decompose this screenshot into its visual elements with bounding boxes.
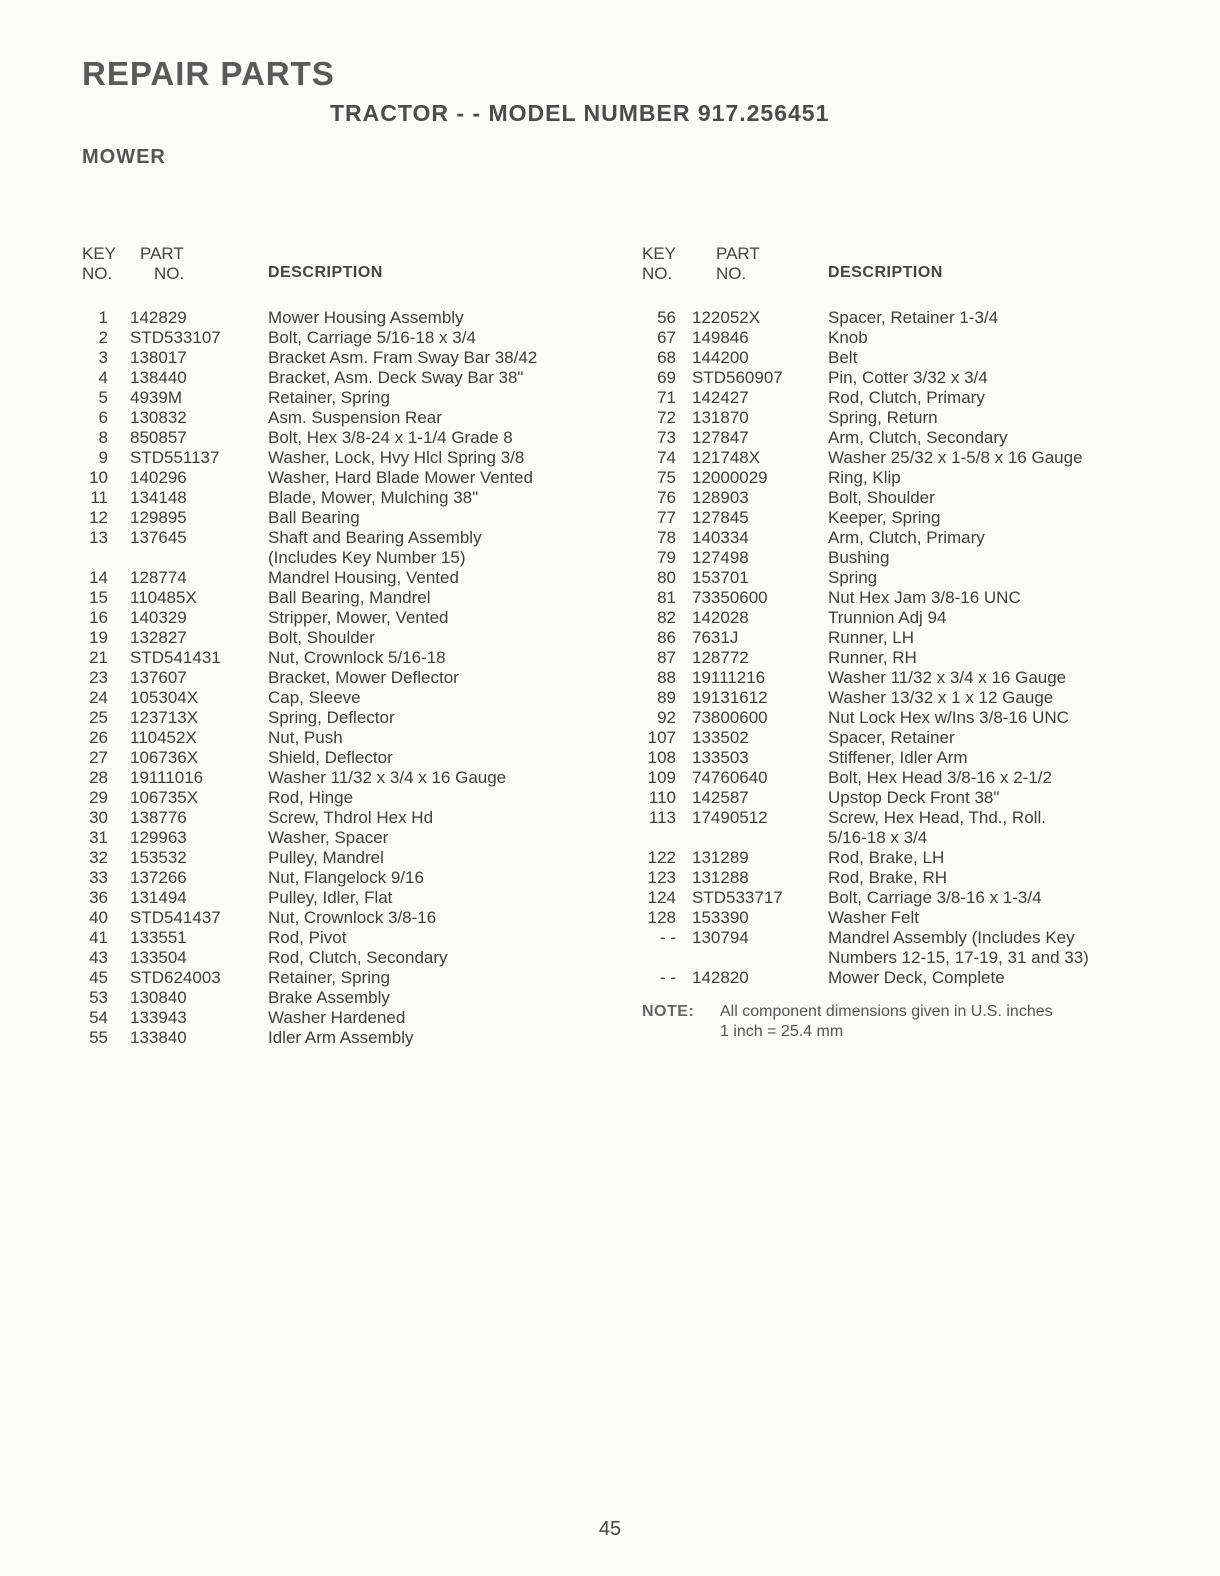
part-number: 132827 bbox=[130, 628, 187, 647]
key-number: 8 bbox=[98, 428, 108, 447]
part-number: 133503 bbox=[692, 748, 749, 767]
key-number: 5 bbox=[98, 388, 108, 407]
part-number: 129963 bbox=[130, 828, 187, 847]
key-number: 76 bbox=[657, 488, 676, 507]
key-number: 72 bbox=[657, 408, 676, 427]
part-row bbox=[642, 788, 1162, 808]
part-description: Spring, Return bbox=[828, 408, 938, 427]
key-number: 29 bbox=[89, 788, 108, 807]
part-row bbox=[82, 648, 622, 668]
part-row bbox=[82, 688, 622, 708]
part-description: Bracket, Mower Deflector bbox=[268, 668, 459, 687]
key-number: 81 bbox=[657, 588, 676, 607]
part-description: Pulley, Idler, Flat bbox=[268, 888, 393, 907]
page-number: 45 bbox=[598, 1518, 622, 1540]
parts-list-right bbox=[642, 308, 1162, 988]
part-number: 19111016 bbox=[130, 768, 204, 787]
part-number: STD541437 bbox=[130, 908, 221, 927]
part-description: Spring bbox=[828, 568, 878, 587]
key-number: 110 bbox=[648, 788, 676, 807]
part-row bbox=[642, 748, 1162, 768]
part-number: 110452X bbox=[130, 728, 197, 747]
key-number: 82 bbox=[657, 608, 676, 627]
part-description: Pin, Cotter 3/32 x 3/4 bbox=[828, 368, 988, 387]
part-row bbox=[642, 768, 1162, 788]
part-row bbox=[642, 388, 1162, 408]
part-row bbox=[642, 628, 1162, 648]
part-row bbox=[642, 368, 1162, 388]
key-number: 43 bbox=[89, 948, 108, 967]
part-number: STD541431 bbox=[130, 648, 221, 667]
part-row bbox=[82, 708, 622, 728]
part-number: 142829 bbox=[130, 308, 187, 327]
part-description: Rod, Hinge bbox=[268, 788, 354, 807]
part-description: Keeper, Spring bbox=[828, 508, 941, 527]
key-number: 19 bbox=[89, 628, 108, 647]
part-number: 128903 bbox=[692, 488, 749, 507]
part-description: Nut, Crownlock 3/8-16 bbox=[268, 908, 437, 927]
key-number: 13 bbox=[89, 528, 108, 547]
part-description: Washer Felt bbox=[828, 908, 920, 927]
part-row bbox=[642, 708, 1162, 728]
part-row bbox=[82, 768, 622, 788]
part-description: Ball Bearing, Mandrel bbox=[268, 588, 431, 607]
table-header-left bbox=[82, 244, 622, 306]
part-row bbox=[82, 968, 622, 988]
part-row bbox=[642, 608, 1162, 628]
key-number: 11 bbox=[90, 488, 108, 507]
part-description: Bracket, Asm. Deck Sway Bar 38" bbox=[268, 368, 524, 387]
part-number: 138776 bbox=[130, 808, 187, 827]
part-row bbox=[82, 1028, 622, 1048]
part-number: 130840 bbox=[130, 988, 187, 1007]
part-number: 133502 bbox=[692, 728, 749, 747]
part-description: Asm. Suspension Rear bbox=[268, 408, 442, 427]
key-number: 9 bbox=[98, 448, 108, 467]
part-number: 137645 bbox=[130, 528, 187, 547]
part-header-line1: PART bbox=[140, 244, 184, 263]
part-row bbox=[642, 408, 1162, 428]
part-number: 129895 bbox=[130, 508, 187, 527]
part-description: Washer 11/32 x 3/4 x 16 Gauge bbox=[828, 668, 1067, 687]
key-number: 123 bbox=[647, 868, 676, 887]
key-number: 55 bbox=[89, 1028, 108, 1047]
part-description: Knob bbox=[828, 328, 868, 347]
part-row bbox=[642, 648, 1162, 668]
part-row bbox=[642, 808, 1162, 848]
part-number: 153390 bbox=[692, 908, 749, 927]
key-number: 12 bbox=[89, 508, 108, 527]
part-description: Nut Hex Jam 3/8-16 UNC bbox=[828, 588, 1021, 607]
part-row bbox=[82, 668, 622, 688]
part-number: 74760640 bbox=[692, 768, 768, 787]
part-description: Mower Deck, Complete bbox=[828, 968, 1005, 987]
part-description: Retainer, Spring bbox=[268, 388, 390, 407]
part-row bbox=[82, 868, 622, 888]
part-number: 137266 bbox=[130, 868, 187, 887]
part-number: 153701 bbox=[692, 568, 749, 587]
part-number: 850857 bbox=[130, 428, 187, 447]
part-number: 105304X bbox=[130, 688, 199, 707]
key-number: 1 bbox=[98, 308, 108, 327]
part-number: 73800600 bbox=[692, 708, 768, 727]
key-number: 53 bbox=[89, 988, 108, 1007]
key-number: 2 bbox=[98, 328, 108, 347]
part-header-line1: PART bbox=[716, 244, 760, 263]
key-number: 25 bbox=[89, 708, 108, 727]
part-number: 153532 bbox=[130, 848, 187, 867]
part-number: 121748X bbox=[692, 448, 761, 467]
part-row bbox=[82, 348, 622, 368]
key-number: 16 bbox=[89, 608, 108, 627]
key-number: 4 bbox=[98, 368, 108, 387]
part-number: 130832 bbox=[130, 408, 187, 427]
part-number: 134148 bbox=[130, 488, 187, 507]
description-header: DESCRIPTION bbox=[828, 264, 943, 281]
part-row bbox=[82, 908, 622, 928]
part-row bbox=[642, 488, 1162, 508]
part-header-line2: NO. bbox=[154, 264, 185, 283]
key-number: 14 bbox=[89, 568, 108, 587]
part-row bbox=[642, 568, 1162, 588]
part-number: 140334 bbox=[692, 528, 749, 547]
part-description: Ball Bearing bbox=[268, 508, 360, 527]
part-number: 140329 bbox=[130, 608, 187, 627]
part-description: Mandrel Housing, Vented bbox=[268, 568, 459, 587]
part-description: Idler Arm Assembly bbox=[268, 1028, 414, 1047]
part-number: 123713X bbox=[130, 708, 199, 727]
key-number: 31 bbox=[89, 828, 108, 847]
part-row bbox=[82, 628, 622, 648]
part-description: Nut, Crownlock 5/16-18 bbox=[268, 648, 446, 667]
part-row bbox=[642, 668, 1162, 688]
key-number: 54 bbox=[89, 1008, 108, 1027]
part-number: STD624003 bbox=[130, 968, 221, 987]
part-description: Bolt, Shoulder bbox=[828, 488, 935, 507]
parts-table-right bbox=[642, 244, 1162, 988]
part-description: Trunnion Adj 94 bbox=[828, 608, 947, 627]
part-number: 137607 bbox=[130, 668, 187, 687]
key-number: 30 bbox=[89, 808, 108, 827]
part-row bbox=[82, 848, 622, 868]
key-number: 78 bbox=[657, 528, 676, 547]
key-number: - - bbox=[659, 928, 676, 947]
key-number: 107 bbox=[647, 728, 676, 747]
part-number: 73350600 bbox=[692, 588, 768, 607]
part-description: Retainer, Spring bbox=[268, 968, 390, 987]
key-number: 24 bbox=[89, 688, 108, 707]
part-row bbox=[642, 888, 1162, 908]
key-number: 128 bbox=[647, 908, 676, 927]
description-header: DESCRIPTION bbox=[268, 264, 383, 281]
key-number: 10 bbox=[89, 468, 108, 487]
key-number: 73 bbox=[657, 428, 676, 447]
key-number: 41 bbox=[89, 928, 108, 947]
part-number: 106735X bbox=[130, 788, 199, 807]
part-row bbox=[642, 968, 1162, 988]
key-number: 36 bbox=[89, 888, 108, 907]
part-description: Stiffener, Idler Arm bbox=[828, 748, 968, 767]
part-row bbox=[82, 1008, 622, 1028]
part-row bbox=[82, 328, 622, 348]
part-number: 142587 bbox=[692, 788, 749, 807]
part-number: STD533107 bbox=[130, 328, 221, 347]
part-row bbox=[82, 368, 622, 388]
section-title: MOWER bbox=[82, 146, 166, 168]
part-row bbox=[82, 988, 622, 1008]
part-description: Bushing bbox=[828, 548, 890, 567]
part-description: Screw, Thdrol Hex Hd bbox=[268, 808, 434, 827]
part-description: Nut, Push bbox=[268, 728, 343, 747]
part-row bbox=[82, 608, 622, 628]
part-description: Blade, Mower, Mulching 38" bbox=[268, 488, 479, 507]
key-number: 75 bbox=[657, 468, 676, 487]
part-number: 19131612 bbox=[692, 688, 768, 707]
part-number: 131288 bbox=[692, 868, 749, 887]
part-description: Washer 13/32 x 1 x 12 Gauge bbox=[828, 688, 1054, 707]
part-number: 12000029 bbox=[692, 468, 768, 487]
part-number: 140296 bbox=[130, 468, 187, 487]
key-header-line1: KEY bbox=[82, 244, 117, 263]
part-description: Arm, Clutch, Secondary bbox=[828, 428, 1008, 447]
note-text: All component dimensions given in U.S. inches 1 inch = 25.4 mm bbox=[720, 1003, 1053, 1040]
key-number: 74 bbox=[657, 448, 676, 467]
part-description: Washer, Lock, Hvy Hlcl Spring 3/8 bbox=[268, 448, 525, 467]
key-number: 26 bbox=[89, 728, 108, 747]
key-header-line2: NO. bbox=[642, 264, 673, 283]
part-number: 131870 bbox=[692, 408, 749, 427]
key-number: 45 bbox=[89, 968, 108, 987]
parts-list-left bbox=[82, 308, 622, 1048]
part-row bbox=[82, 488, 622, 508]
part-row bbox=[82, 788, 622, 808]
part-description: Spacer, Retainer 1-3/4 bbox=[828, 308, 999, 327]
part-row bbox=[642, 868, 1162, 888]
part-row bbox=[82, 888, 622, 908]
part-description: Rod, Clutch, Secondary bbox=[268, 948, 448, 967]
key-number: - - bbox=[659, 968, 676, 987]
part-row bbox=[82, 748, 622, 768]
part-description: Rod, Clutch, Primary bbox=[828, 388, 985, 407]
part-number: STD551137 bbox=[130, 448, 220, 467]
part-row bbox=[82, 508, 622, 528]
key-number: 21 bbox=[89, 648, 108, 667]
key-number: 27 bbox=[89, 748, 108, 767]
part-number: 142427 bbox=[692, 388, 749, 407]
part-description: Upstop Deck Front 38" bbox=[828, 788, 1000, 807]
part-number: 142820 bbox=[692, 968, 749, 987]
part-row bbox=[82, 308, 622, 328]
key-number: 67 bbox=[657, 328, 676, 347]
key-number: 92 bbox=[657, 708, 676, 727]
note-label: NOTE: bbox=[642, 1003, 695, 1020]
part-description: Spring, Deflector bbox=[268, 708, 395, 727]
part-description: Shield, Deflector bbox=[268, 748, 393, 767]
key-number: 3 bbox=[98, 348, 108, 367]
part-description: Screw, Hex Head, Thd., Roll. 5/16-18 x 3/4 bbox=[828, 808, 1046, 847]
part-row bbox=[82, 528, 622, 568]
part-row bbox=[642, 428, 1162, 448]
part-description: Rod, Brake, RH bbox=[828, 868, 948, 887]
key-number: 86 bbox=[657, 628, 676, 647]
key-number: 87 bbox=[657, 648, 676, 667]
part-header-line2: NO. bbox=[716, 264, 747, 283]
part-row bbox=[82, 588, 622, 608]
key-number: 6 bbox=[98, 408, 108, 427]
part-description: Shaft and Bearing Assembly (Includes Key Number 15) bbox=[268, 528, 482, 567]
part-row bbox=[642, 688, 1162, 708]
key-number: 108 bbox=[647, 748, 676, 767]
part-number: 110485X bbox=[130, 588, 197, 607]
part-number: 133551 bbox=[130, 928, 187, 947]
key-number: 77 bbox=[657, 508, 676, 527]
part-description: Washer 25/32 x 1-5/8 x 16 Gauge bbox=[828, 448, 1083, 467]
part-description: Belt bbox=[828, 348, 858, 367]
part-number: 149846 bbox=[692, 328, 749, 347]
part-number: 106736X bbox=[130, 748, 199, 767]
part-row bbox=[82, 388, 622, 408]
part-number: 133504 bbox=[130, 948, 187, 967]
part-description: Bracket Asm. Fram Sway Bar 38/42 bbox=[268, 348, 538, 367]
part-number: 138440 bbox=[130, 368, 187, 387]
key-number: 88 bbox=[657, 668, 676, 687]
part-number: 127847 bbox=[692, 428, 749, 447]
part-number: 122052X bbox=[692, 308, 761, 327]
part-description: Runner, LH bbox=[828, 628, 914, 647]
key-number: 113 bbox=[648, 808, 676, 827]
key-number: 109 bbox=[647, 768, 676, 787]
part-number: 17490512 bbox=[692, 808, 768, 827]
part-description: Bolt, Hex 3/8-24 x 1-1/4 Grade 8 bbox=[268, 428, 513, 447]
part-row bbox=[642, 468, 1162, 488]
part-description: Bolt, Hex Head 3/8-16 x 2-1/2 bbox=[828, 768, 1052, 787]
part-number: 131494 bbox=[130, 888, 187, 907]
key-number: 89 bbox=[657, 688, 676, 707]
part-description: Spacer, Retainer bbox=[828, 728, 955, 747]
part-row bbox=[82, 468, 622, 488]
part-number: 138017 bbox=[130, 348, 187, 367]
part-row bbox=[642, 328, 1162, 348]
model-title: TRACTOR - - MODEL NUMBER 917.256451 bbox=[330, 100, 830, 126]
part-row bbox=[82, 408, 622, 428]
part-description: Bolt, Carriage 3/8-16 x 1-3/4 bbox=[828, 888, 1042, 907]
key-number: 23 bbox=[89, 668, 108, 687]
part-description: Washer, Hard Blade Mower Vented bbox=[268, 468, 533, 487]
part-description: Washer 11/32 x 3/4 x 16 Gauge bbox=[268, 768, 507, 787]
part-number: 128772 bbox=[692, 648, 749, 667]
key-number: 28 bbox=[89, 768, 108, 787]
part-row bbox=[82, 828, 622, 848]
part-description: Arm, Clutch, Primary bbox=[828, 528, 985, 547]
part-row bbox=[82, 808, 622, 828]
key-number: 79 bbox=[657, 548, 676, 567]
part-row bbox=[82, 948, 622, 968]
part-description: Brake Assembly bbox=[268, 988, 390, 1007]
part-number: 130794 bbox=[692, 928, 749, 947]
part-description: Mandrel Assembly (Includes Key Numbers 12-15, 17-19, 31 and 33) bbox=[828, 928, 1089, 967]
table-header-right bbox=[642, 244, 1162, 306]
part-number: 131289 bbox=[692, 848, 749, 867]
part-description: Stripper, Mower, Vented bbox=[268, 608, 449, 627]
parts-table-left bbox=[82, 244, 622, 1048]
part-description: Runner, RH bbox=[828, 648, 917, 667]
part-row bbox=[642, 588, 1162, 608]
part-row bbox=[642, 548, 1162, 568]
key-number: 80 bbox=[657, 568, 676, 587]
part-row bbox=[642, 308, 1162, 328]
part-number: 4939M bbox=[130, 388, 182, 407]
key-number: 40 bbox=[89, 908, 108, 927]
key-header-line2: NO. bbox=[82, 264, 113, 283]
key-number: 33 bbox=[89, 868, 108, 887]
part-description: Rod, Pivot bbox=[268, 928, 347, 947]
part-row bbox=[82, 728, 622, 748]
part-description: Mower Housing Assembly bbox=[268, 308, 464, 327]
key-number: 124 bbox=[647, 888, 676, 907]
key-number: 56 bbox=[657, 308, 676, 327]
key-number: 68 bbox=[657, 348, 676, 367]
key-number: 32 bbox=[89, 848, 108, 867]
part-row bbox=[642, 908, 1162, 928]
part-row bbox=[642, 348, 1162, 368]
part-row bbox=[642, 848, 1162, 868]
key-number: 71 bbox=[657, 388, 676, 407]
part-row bbox=[642, 928, 1162, 968]
part-row bbox=[82, 448, 622, 468]
part-description: Washer, Spacer bbox=[268, 828, 389, 847]
part-row bbox=[642, 448, 1162, 468]
key-number: 15 bbox=[89, 588, 108, 607]
part-description: Cap, Sleeve bbox=[268, 688, 361, 707]
part-row bbox=[82, 928, 622, 948]
part-description: Bolt, Shoulder bbox=[268, 628, 375, 647]
part-number: 128774 bbox=[130, 568, 187, 587]
key-number: 122 bbox=[647, 848, 676, 867]
part-number: 133840 bbox=[130, 1028, 187, 1047]
part-number: STD533717 bbox=[692, 888, 783, 907]
part-description: Washer Hardened bbox=[268, 1008, 406, 1027]
part-description: Pulley, Mandrel bbox=[268, 848, 384, 867]
part-description: Rod, Brake, LH bbox=[828, 848, 945, 867]
part-number: 142028 bbox=[692, 608, 749, 627]
part-number: 127845 bbox=[692, 508, 749, 527]
part-description: Nut, Flangelock 9/16 bbox=[268, 868, 424, 887]
part-number: 144200 bbox=[692, 348, 749, 367]
part-number: 127498 bbox=[692, 548, 749, 567]
part-number: 133943 bbox=[130, 1008, 187, 1027]
part-description: Ring, Klip bbox=[828, 468, 901, 487]
part-number: 19111216 bbox=[692, 668, 766, 687]
part-row bbox=[642, 728, 1162, 748]
part-description: Bolt, Carriage 5/16-18 x 3/4 bbox=[268, 328, 476, 347]
key-number: 69 bbox=[657, 368, 676, 387]
note bbox=[642, 1002, 1162, 1042]
part-row bbox=[82, 428, 622, 448]
part-row bbox=[642, 508, 1162, 528]
part-number: STD560907 bbox=[692, 368, 783, 387]
part-row bbox=[82, 568, 622, 588]
key-header-line1: KEY bbox=[642, 244, 677, 263]
page-title: REPAIR PARTS bbox=[82, 55, 335, 92]
part-description: Nut Lock Hex w/Ins 3/8-16 UNC bbox=[828, 708, 1069, 727]
part-number: 7631J bbox=[692, 628, 739, 647]
part-row bbox=[642, 528, 1162, 548]
